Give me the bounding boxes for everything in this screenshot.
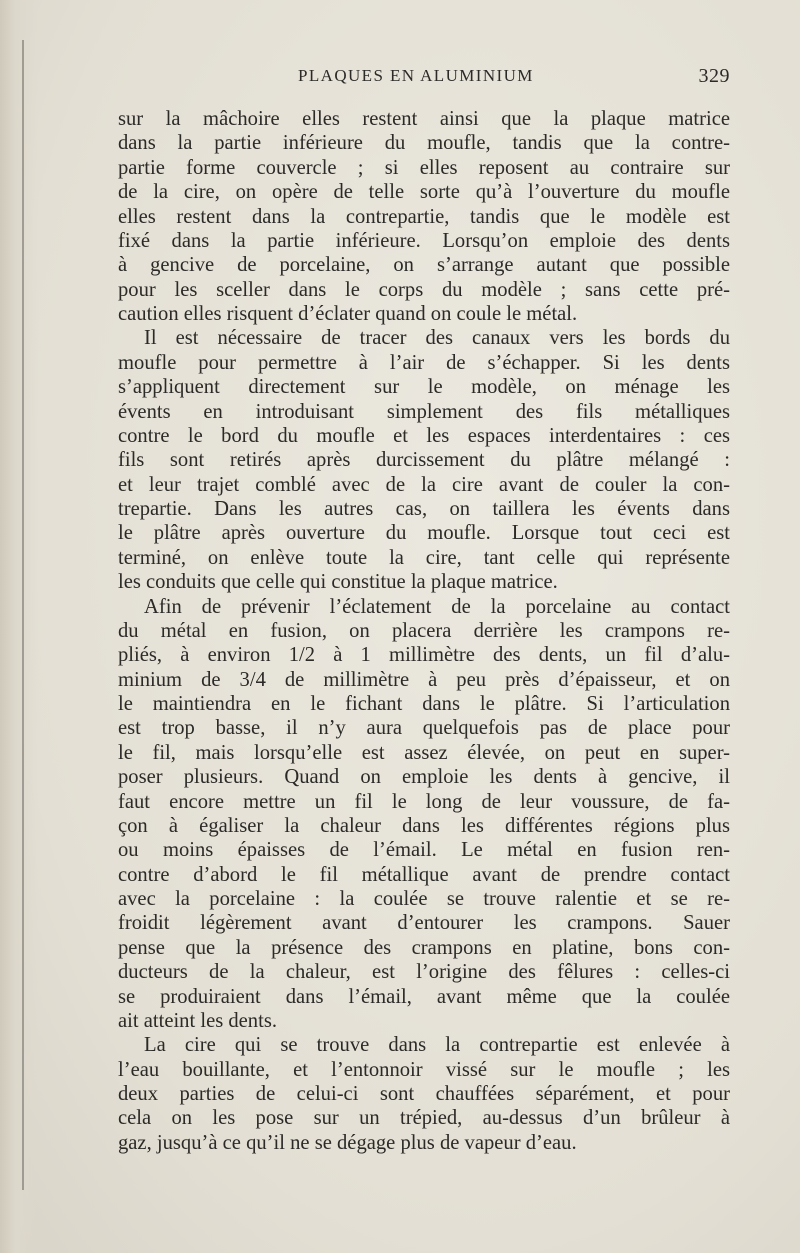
text-line: elles restent dans la contrepartie, tandis que le modèle est [118,205,730,228]
paragraph [118,595,730,1034]
text-line: le maintiendra en le fichant dans le plâtre. Si l’articulation [118,693,730,715]
text-line: trepartie. Dans les autres cas, on taillera les évents dans [118,498,730,520]
running-head [118,66,730,96]
text-line: l’eau bouillante, et l’entonnoir vissé sur le moufle ; les [118,1058,730,1081]
text-line: ait atteint les dents. [118,1009,277,1032]
text-line: contre d’abord le fil métallique avant de prendre contact [118,863,730,886]
running-title: PLAQUES EN ALUMINIUM [298,66,534,85]
text-line: Afin de prévenir l’éclatement de la porcelaine au contact [144,595,730,618]
text-line: du métal en fusion, on placera derrière les crampons re- [118,619,730,642]
text-line: terminé, on enlève toute la cire, tant celle qui représente [118,546,730,569]
text-line: pour les sceller dans le corps du modèle ; sans cette pré- [118,278,730,301]
page-number: 329 [698,65,730,87]
body-text [118,107,730,1155]
text-line: minium de 3/4 de millimètre à peu près d’épaisseur, et on [118,668,730,691]
text-line: faut encore mettre un fil le long de leur voussure, de fa- [118,790,730,813]
page-binding-edge-line [22,40,24,1190]
text-line: moufle pour permettre à l’air de s’échapper. Si les dents [118,351,730,374]
text-line: Il est nécessaire de tracer des canaux vers les bords du [144,327,730,350]
text-line: s’appliquent directement sur le modèle, on ménage les [118,376,730,399]
text-line: partie forme couvercle ; si elles reposent au contraire sur [118,156,730,179]
text-line: à gencive de porcelaine, on s’arrange autant que possible [118,254,730,277]
text-line: cela on les pose sur un trépied, au-dessus d’un brûleur à [118,1107,730,1130]
text-line: froidit légèrement avant d’entourer les crampons. Sauer [118,912,730,935]
text-line: le fil, mais lorsqu’elle est assez élevée, on peut en super- [118,741,730,764]
text-line: fixé dans la partie inférieure. Lorsqu’on emploie des dents [118,229,730,252]
text-line: pense que la présence des crampons en platine, bons con- [118,936,730,959]
text-line: avec la porcelaine : la coulée se trouve ralentie et se re- [118,888,730,910]
paragraph [118,326,730,594]
text-line: les conduits que celle qui constitue la plaque matrice. [118,571,558,594]
text-line: ou moins épaisses de l’émail. Le métal en fusion ren- [118,839,730,862]
paragraph [118,107,730,326]
text-line: et leur trajet comblé avec de la cire avant de couler la con- [118,473,730,496]
text-line: sur la mâchoire elles restent ainsi que la plaque matrice [118,108,730,130]
text-line: gaz, jusqu’à ce qu’il ne se dégage plus de vapeur d’eau. [118,1131,577,1154]
text-line: dans la partie inférieure du moufle, tandis que la contre- [118,132,730,155]
text-line: fils sont retirés après durcissement du plâtre mélangé : [118,449,730,472]
text-line: de la cire, on opère de telle sorte qu’à l’ouverture du moufle [118,181,730,204]
text-line: çon à égaliser la chaleur dans les différentes régions plus [118,814,730,837]
paragraph [118,1033,730,1155]
page-binding-shadow [0,0,38,1253]
text-line: contre le bord du moufle et les espaces interdentaires : ces [118,424,730,447]
text-line: pliés, à environ 1/2 à 1 millimètre des dents, un fil d’alu- [118,644,730,667]
text-line: La cire qui se trouve dans la contrepartie est enlevée à [144,1034,730,1057]
text-line: caution elles risquent d’éclater quand on coule le métal. [118,303,578,325]
text-line: le plâtre après ouverture du moufle. Lorsque tout ceci est [118,522,730,545]
text-line: poser plusieurs. Quand on emploie les dents à gencive, il [118,766,730,789]
text-line: ducteurs de la chaleur, est l’origine des fêlures : celles-ci [118,961,730,984]
text-line: est trop basse, il n’y aura quelquefois pas de place pour [118,717,730,740]
text-line: évents en introduisant simplement des fils métalliques [118,400,730,423]
text-line: se produiraient dans l’émail, avant même que la coulée [118,985,730,1008]
text-line: deux parties de celui-ci sont chauffées séparément, et pour [118,1083,730,1105]
